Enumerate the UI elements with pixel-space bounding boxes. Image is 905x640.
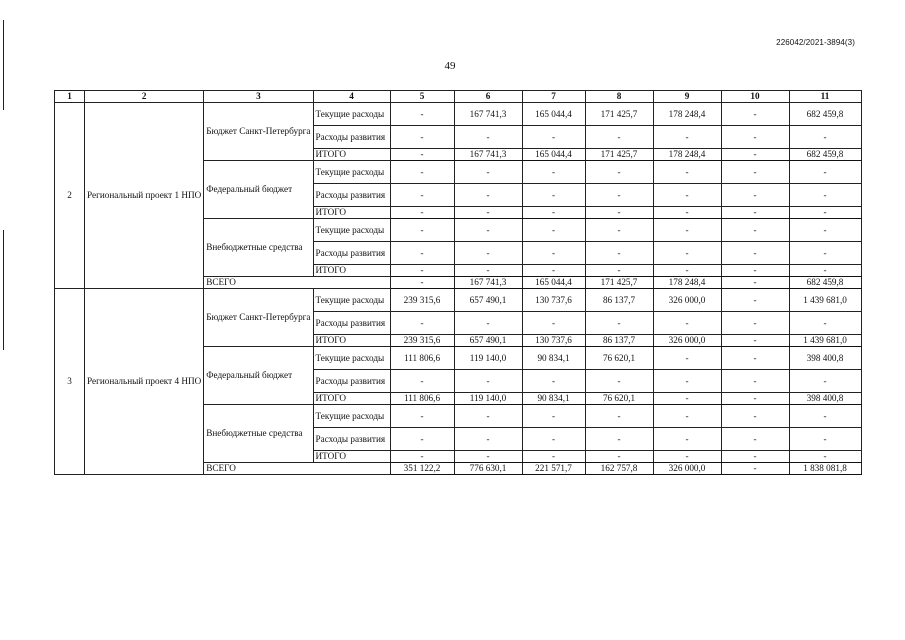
value-cell: - (789, 428, 861, 451)
value-cell: - (653, 265, 721, 277)
total-value-cell: 351 122,2 (390, 463, 454, 475)
value-cell: - (721, 103, 789, 126)
total-value-cell: - (721, 277, 789, 289)
value-cell: - (789, 242, 861, 265)
expense-type: Текущие расходы (313, 103, 390, 126)
value-cell: 239 315,6 (390, 289, 454, 312)
value-cell: - (454, 207, 522, 219)
column-header: 7 (522, 91, 585, 103)
value-cell: - (789, 265, 861, 277)
total-label: ВСЕГО (204, 463, 390, 475)
value-cell: - (721, 242, 789, 265)
value-cell: 682 459,8 (789, 149, 861, 161)
value-cell: - (522, 265, 585, 277)
expense-type: Расходы развития (313, 428, 390, 451)
value-cell: 239 315,6 (390, 335, 454, 347)
value-cell: - (653, 370, 721, 393)
project-name: Региональный проект 1 НПО (85, 103, 204, 289)
column-header: 5 (390, 91, 454, 103)
value-cell: - (653, 161, 721, 184)
value-cell: - (653, 219, 721, 242)
value-cell: 326 000,0 (653, 289, 721, 312)
value-cell: - (653, 207, 721, 219)
expense-type: ИТОГО (313, 265, 390, 277)
value-cell: 167 741,3 (454, 103, 522, 126)
value-cell: - (585, 207, 653, 219)
value-cell: - (721, 289, 789, 312)
value-cell: - (721, 451, 789, 463)
expense-type: ИТОГО (313, 393, 390, 405)
value-cell: 178 248,4 (653, 103, 721, 126)
value-cell: - (721, 184, 789, 207)
column-header: 3 (204, 91, 313, 103)
value-cell: - (721, 428, 789, 451)
value-cell: - (585, 312, 653, 335)
value-cell: 165 044,4 (522, 149, 585, 161)
value-cell: - (390, 428, 454, 451)
value-cell: - (721, 370, 789, 393)
value-cell: 130 737,6 (522, 289, 585, 312)
total-value-cell: 167 741,3 (454, 277, 522, 289)
scan-margin-mark (3, 230, 4, 350)
value-cell: - (522, 184, 585, 207)
value-cell: 657 490,1 (454, 335, 522, 347)
value-cell: - (721, 149, 789, 161)
total-value-cell: - (390, 277, 454, 289)
value-cell: - (585, 219, 653, 242)
value-cell: - (585, 184, 653, 207)
value-cell: - (721, 161, 789, 184)
scan-margin-mark (3, 20, 4, 110)
value-cell: - (522, 405, 585, 428)
expense-type: Расходы развития (313, 126, 390, 149)
funding-source: Федеральный бюджет (204, 347, 313, 405)
funding-source: Внебюджетные средства (204, 405, 313, 463)
value-cell: - (522, 161, 585, 184)
value-cell: 171 425,7 (585, 149, 653, 161)
value-cell: - (653, 428, 721, 451)
expense-type: Расходы развития (313, 242, 390, 265)
value-cell: - (585, 451, 653, 463)
value-cell: - (522, 451, 585, 463)
value-cell: - (789, 184, 861, 207)
value-cell: - (585, 161, 653, 184)
value-cell: 178 248,4 (653, 149, 721, 161)
value-cell: - (585, 405, 653, 428)
value-cell: - (721, 265, 789, 277)
value-cell: 657 490,1 (454, 289, 522, 312)
value-cell: - (789, 207, 861, 219)
value-cell: - (522, 312, 585, 335)
value-cell: - (721, 207, 789, 219)
value-cell: - (721, 335, 789, 347)
value-cell: - (789, 219, 861, 242)
value-cell: - (522, 370, 585, 393)
value-cell: - (721, 405, 789, 428)
value-cell: - (390, 207, 454, 219)
value-cell: - (390, 184, 454, 207)
column-header: 9 (653, 91, 721, 103)
total-value-cell: 171 425,7 (585, 277, 653, 289)
value-cell: 90 834,1 (522, 393, 585, 405)
expense-type: Расходы развития (313, 184, 390, 207)
value-cell: - (454, 161, 522, 184)
funding-source: Федеральный бюджет (204, 161, 313, 219)
value-cell: 326 000,0 (653, 335, 721, 347)
column-header: 4 (313, 91, 390, 103)
value-cell: - (789, 161, 861, 184)
value-cell: 119 140,0 (454, 393, 522, 405)
value-cell: - (585, 428, 653, 451)
expense-type: Текущие расходы (313, 347, 390, 370)
column-header: 1 (55, 91, 85, 103)
page-number: 49 (444, 60, 456, 72)
total-value-cell: 682 459,8 (789, 277, 861, 289)
expense-type: Текущие расходы (313, 219, 390, 242)
value-cell: - (789, 451, 861, 463)
value-cell: - (390, 126, 454, 149)
value-cell: - (721, 312, 789, 335)
value-cell: 167 741,3 (454, 149, 522, 161)
value-cell: - (789, 405, 861, 428)
project-index: 2 (55, 103, 85, 289)
value-cell: 398 400,8 (789, 393, 861, 405)
total-value-cell: 326 000,0 (653, 463, 721, 475)
value-cell: - (454, 184, 522, 207)
expense-type: Расходы развития (313, 312, 390, 335)
expense-type: Расходы развития (313, 370, 390, 393)
budget-table (54, 90, 862, 475)
total-label: ВСЕГО (204, 277, 390, 289)
value-cell: - (390, 103, 454, 126)
column-header: 8 (585, 91, 653, 103)
value-cell: 398 400,8 (789, 347, 861, 370)
value-cell: - (454, 312, 522, 335)
value-cell: - (522, 219, 585, 242)
table-body (55, 103, 862, 475)
value-cell: - (585, 126, 653, 149)
value-cell: 86 137,7 (585, 335, 653, 347)
value-cell: - (454, 370, 522, 393)
total-value-cell: 776 630,1 (454, 463, 522, 475)
column-header: 2 (85, 91, 204, 103)
total-value-cell: - (721, 463, 789, 475)
column-header: 11 (789, 91, 861, 103)
expense-type: ИТОГО (313, 207, 390, 219)
total-value-cell: 162 757,8 (585, 463, 653, 475)
value-cell: - (454, 451, 522, 463)
table-row (55, 289, 862, 312)
value-cell: - (789, 312, 861, 335)
value-cell: - (653, 126, 721, 149)
value-cell: - (390, 149, 454, 161)
total-value-cell: 165 044,4 (522, 277, 585, 289)
value-cell: - (789, 370, 861, 393)
value-cell: 76 620,1 (585, 347, 653, 370)
value-cell: 111 806,6 (390, 393, 454, 405)
value-cell: - (721, 219, 789, 242)
value-cell: - (390, 370, 454, 393)
value-cell: - (653, 242, 721, 265)
value-cell: 86 137,7 (585, 289, 653, 312)
value-cell: - (585, 265, 653, 277)
value-cell: - (390, 405, 454, 428)
value-cell: - (390, 161, 454, 184)
expense-type: ИТОГО (313, 149, 390, 161)
value-cell: - (454, 242, 522, 265)
value-cell: 119 140,0 (454, 347, 522, 370)
value-cell: 1 439 681,0 (789, 335, 861, 347)
value-cell: - (653, 312, 721, 335)
value-cell: - (653, 405, 721, 428)
value-cell: 90 834,1 (522, 347, 585, 370)
value-cell: - (390, 219, 454, 242)
value-cell: - (721, 347, 789, 370)
value-cell: - (522, 242, 585, 265)
funding-source: Внебюджетные средства (204, 219, 313, 277)
funding-source: Бюджет Санкт-Петербурга (204, 103, 313, 161)
project-index: 3 (55, 289, 85, 475)
value-cell: - (585, 242, 653, 265)
value-cell: 165 044,4 (522, 103, 585, 126)
value-cell: 76 620,1 (585, 393, 653, 405)
value-cell: - (522, 126, 585, 149)
value-cell: - (653, 347, 721, 370)
value-cell: 682 459,8 (789, 103, 861, 126)
value-cell: - (390, 312, 454, 335)
value-cell: - (789, 126, 861, 149)
value-cell: - (522, 428, 585, 451)
total-value-cell: 1 838 081,8 (789, 463, 861, 475)
value-cell: - (653, 393, 721, 405)
value-cell: 1 439 681,0 (789, 289, 861, 312)
value-cell: - (653, 184, 721, 207)
expense-type: Текущие расходы (313, 161, 390, 184)
table-row (55, 103, 862, 126)
value-cell: - (454, 219, 522, 242)
value-cell: - (454, 265, 522, 277)
value-cell: - (522, 207, 585, 219)
expense-type: Текущие расходы (313, 289, 390, 312)
value-cell: - (390, 242, 454, 265)
expense-type: ИТОГО (313, 451, 390, 463)
document-id: 226042/2021-3894(3) (776, 38, 855, 47)
value-cell: - (721, 393, 789, 405)
value-cell: - (653, 451, 721, 463)
value-cell: 130 737,6 (522, 335, 585, 347)
value-cell: - (721, 126, 789, 149)
value-cell: 171 425,7 (585, 103, 653, 126)
value-cell: - (390, 451, 454, 463)
funding-source: Бюджет Санкт-Петербурга (204, 289, 313, 347)
value-cell: 111 806,6 (390, 347, 454, 370)
expense-type: ИТОГО (313, 335, 390, 347)
value-cell: - (454, 126, 522, 149)
total-value-cell: 221 571,7 (522, 463, 585, 475)
value-cell: - (585, 370, 653, 393)
project-name: Региональный проект 4 НПО (85, 289, 204, 475)
column-header: 6 (454, 91, 522, 103)
column-header: 10 (721, 91, 789, 103)
value-cell: - (390, 265, 454, 277)
header-row (55, 91, 862, 103)
expense-type: Текущие расходы (313, 405, 390, 428)
value-cell: - (454, 428, 522, 451)
value-cell: - (454, 405, 522, 428)
total-value-cell: 178 248,4 (653, 277, 721, 289)
